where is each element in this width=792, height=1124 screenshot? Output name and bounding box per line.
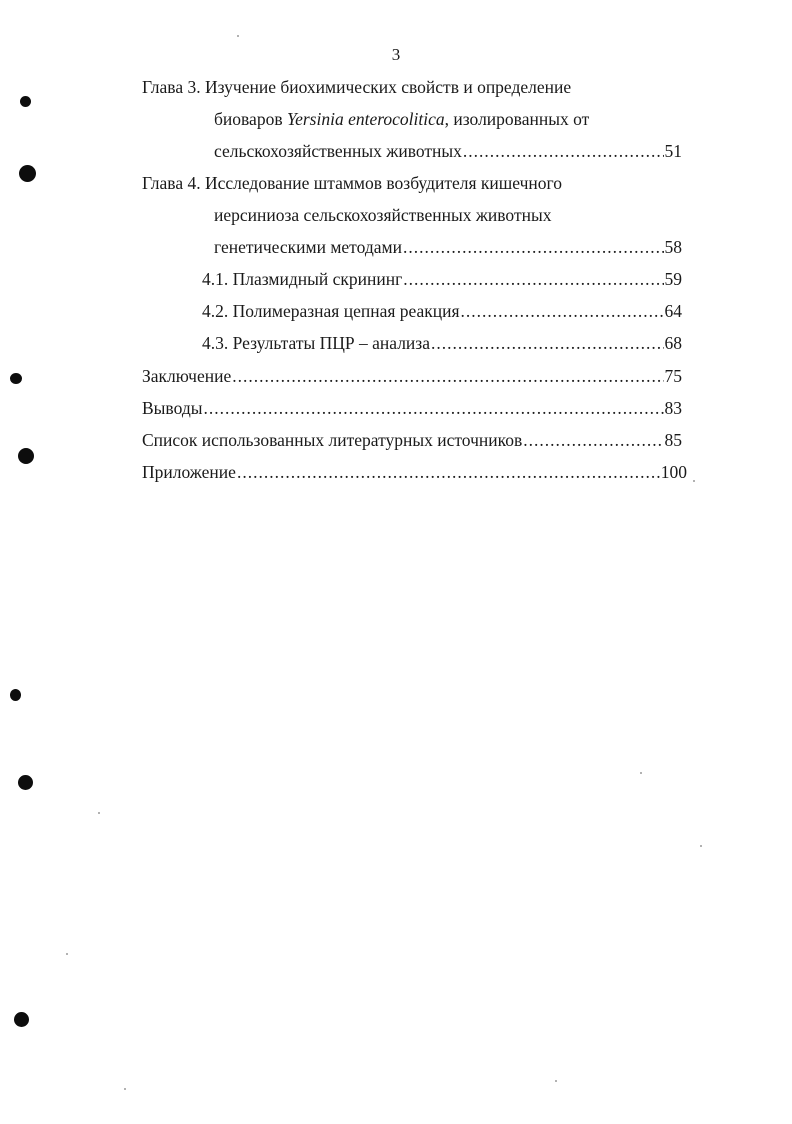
toc-entry-text: Список использованных литературных источников bbox=[142, 430, 523, 450]
toc-chapter-4-line-3[interactable] bbox=[214, 236, 682, 258]
binder-hole bbox=[10, 689, 21, 701]
toc-page-number: 59 bbox=[664, 269, 682, 289]
toc-section-4-3[interactable] bbox=[202, 332, 682, 354]
toc-entry-text: 4.2. Полимеразная цепная реакция bbox=[202, 301, 460, 321]
toc-conclusion[interactable] bbox=[142, 365, 682, 387]
toc-references[interactable] bbox=[142, 429, 682, 451]
toc-entry-text: 4.1. Плазмидный скрининг bbox=[202, 269, 403, 289]
toc-page-number: 51 bbox=[664, 141, 682, 161]
toc-entry-text: Приложение bbox=[142, 462, 236, 482]
toc-chapter-3-suffix: , изолированных от bbox=[444, 109, 590, 129]
toc-chapter-3-title: Глава 3. Изучение биохимических свойств и определение bbox=[142, 77, 572, 97]
toc-chapter-4-line-1 bbox=[142, 172, 562, 194]
toc-entry-text: 4.3. Результаты ПЦР – анализа bbox=[202, 333, 430, 353]
toc-chapter-3-line-3[interactable] bbox=[214, 140, 682, 162]
toc-page-number: 64 bbox=[664, 301, 682, 321]
toc-page-number: 83 bbox=[664, 398, 682, 418]
toc-entry-text: сельскохозяйственных животных bbox=[214, 141, 462, 161]
dot-leader bbox=[232, 365, 663, 387]
toc-chapter-3-line-2 bbox=[214, 108, 589, 130]
binder-hole bbox=[10, 373, 22, 384]
toc-chapter-3-line-1 bbox=[142, 76, 571, 98]
dot-leader bbox=[523, 429, 663, 451]
toc-appendix[interactable] bbox=[142, 461, 687, 483]
binder-hole bbox=[14, 1012, 29, 1027]
scan-speck bbox=[98, 812, 100, 814]
dot-leader bbox=[403, 236, 664, 258]
scan-speck bbox=[237, 35, 239, 37]
scan-speck bbox=[555, 1080, 557, 1082]
toc-page-number: 68 bbox=[664, 333, 682, 353]
scan-speck bbox=[66, 953, 68, 955]
toc-page-number: 100 bbox=[660, 462, 687, 482]
binder-hole bbox=[20, 96, 31, 107]
scan-speck bbox=[124, 1088, 126, 1090]
dot-leader bbox=[203, 397, 663, 419]
binder-hole bbox=[18, 775, 33, 790]
dot-leader bbox=[461, 300, 664, 322]
dot-leader bbox=[403, 268, 663, 290]
dot-leader bbox=[237, 461, 660, 483]
toc-page-number: 75 bbox=[664, 366, 682, 386]
toc-entry-text: генетическими методами bbox=[214, 237, 402, 257]
dot-leader bbox=[431, 332, 664, 354]
toc-page-number: 85 bbox=[664, 430, 682, 450]
toc-chapter-4-line-2 bbox=[214, 204, 551, 226]
scan-speck bbox=[700, 845, 702, 847]
toc-chapter-3-prefix: биоваров bbox=[214, 109, 287, 129]
toc-entry-text: Заключение bbox=[142, 366, 232, 386]
toc-findings[interactable] bbox=[142, 397, 682, 419]
toc-section-4-1[interactable] bbox=[202, 268, 682, 290]
scan-speck bbox=[640, 772, 642, 774]
toc-section-4-2[interactable] bbox=[202, 300, 682, 322]
toc-chapter-4-subtitle: иерсиниоза сельскохозяйственных животных bbox=[214, 205, 552, 225]
page-number: 3 bbox=[391, 45, 401, 64]
binder-hole bbox=[18, 448, 34, 464]
toc-chapter-4-title: Глава 4. Исследование штаммов возбудителя кишечного bbox=[142, 173, 562, 193]
dot-leader bbox=[463, 140, 664, 162]
toc-entry-text: Выводы bbox=[142, 398, 203, 418]
scan-speck bbox=[693, 480, 695, 482]
binder-hole bbox=[19, 165, 36, 182]
toc-chapter-3-species: Yersinia enterocolitica bbox=[286, 109, 445, 129]
toc-page-number: 58 bbox=[664, 237, 682, 257]
